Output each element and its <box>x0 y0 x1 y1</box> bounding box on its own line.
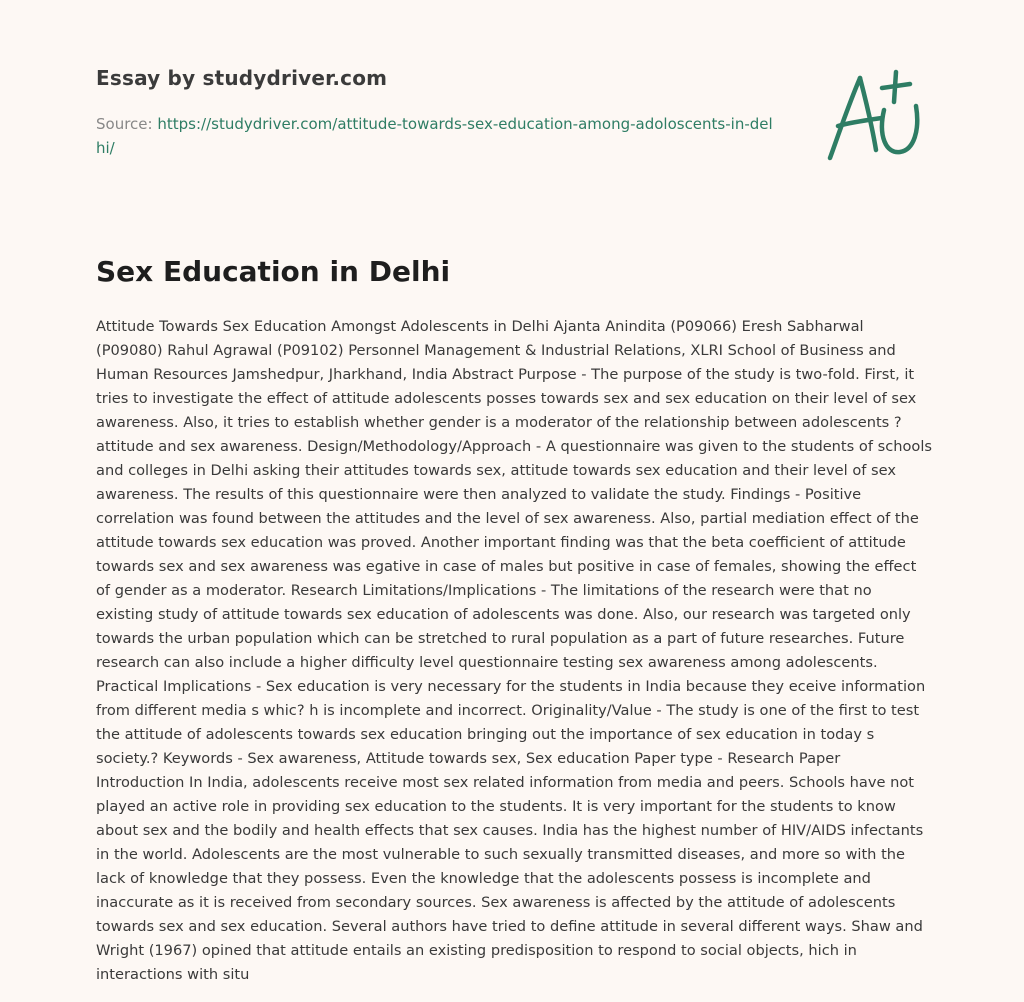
document-title: Sex Education in Delhi <box>96 255 451 288</box>
source-label: Source: <box>96 115 153 133</box>
source-line <box>96 112 776 160</box>
a-plus-icon <box>820 66 930 166</box>
site-title: Essay by studydriver.com <box>96 66 388 90</box>
document-body: Attitude Towards Sex Education Amongst Adolescents in Delhi Ajanta Anindita (P09066) Eresh Sabharwal (P09080) Rahul Agrawal (P09102) Personnel Management & Industrial Relations, XLRI School of Business and Human Resources Jamshedpur, Jharkhand, India Abstract Purpose - The purpose of the study is two-fold. First, it tries to investigate the effect of attitude adolescents posses towards sex and sex education on their level of sex awareness. Also, it tries to establish whether gender is a moderator of the relationship between adolescents ? attitude and sex awareness. Design/Methodology/Approach - A questionnaire was given to the students of schools and colleges in Delhi asking their attitudes towards sex, attitude towards sex education and their level of sex awareness. The results of this questionnaire were then analyzed to validate the study. Findings - Positive correlation was found between the attitudes and the level of sex awareness. Also, partial mediation effect of the attitude towards sex education was proved. Another important finding was that the beta coefficient of attitude towards sex and sex awareness was egative in case of males but positive in case of females, showing the effect of gender as a moderator. Research Limitations/Implications - The limitations of the research were that no existing study of attitude towards sex education of adolescents was done. Also, our research was targeted only towards the urban population which can be stretched to rural population as a part of future researches. Future research can also include a higher difficulty level questionnaire testing sex awareness among adolescents. Practical Implications - Sex education is very necessary for the students in India because they eceive information from different media s whic? h is incomplete and incorrect. Originality/Value - The study is one of the first to test the attitude of adolescents towards sex education bringing out the importance of sex education in today s society.? Keywords - Sex awareness, Attitude towards sex, Sex education Paper type - Research Paper Introduction In India, adolescents receive most sex related information from media and peers. Schools have not played an active role in providing sex education to the students. It is very important for the students to know about sex and the bodily and health effects that sex causes. India has the highest number of HIV/AIDS infectants in the world. Adolescents are the most vulnerable to such sexually transmitted diseases, and more so with the lack of knowledge that they possess. Even the knowledge that the adolescents possess is incomplete and inaccurate as it is received from secondary sources. Sex awareness is affected by the attitude of adolescents towards sex and sex education. Several authors have tried to define attitude in several different ways. Shaw and Wright (1967) opined that attitude entails an existing predisposition to respond to social objects, hich in interactions with situ <box>96 318 932 983</box>
source-link[interactable]: https://studydriver.com/attitude-towards-sex-education-among-adoloscents-in-delhi/ <box>96 115 773 157</box>
a-plus-logo <box>820 66 930 166</box>
